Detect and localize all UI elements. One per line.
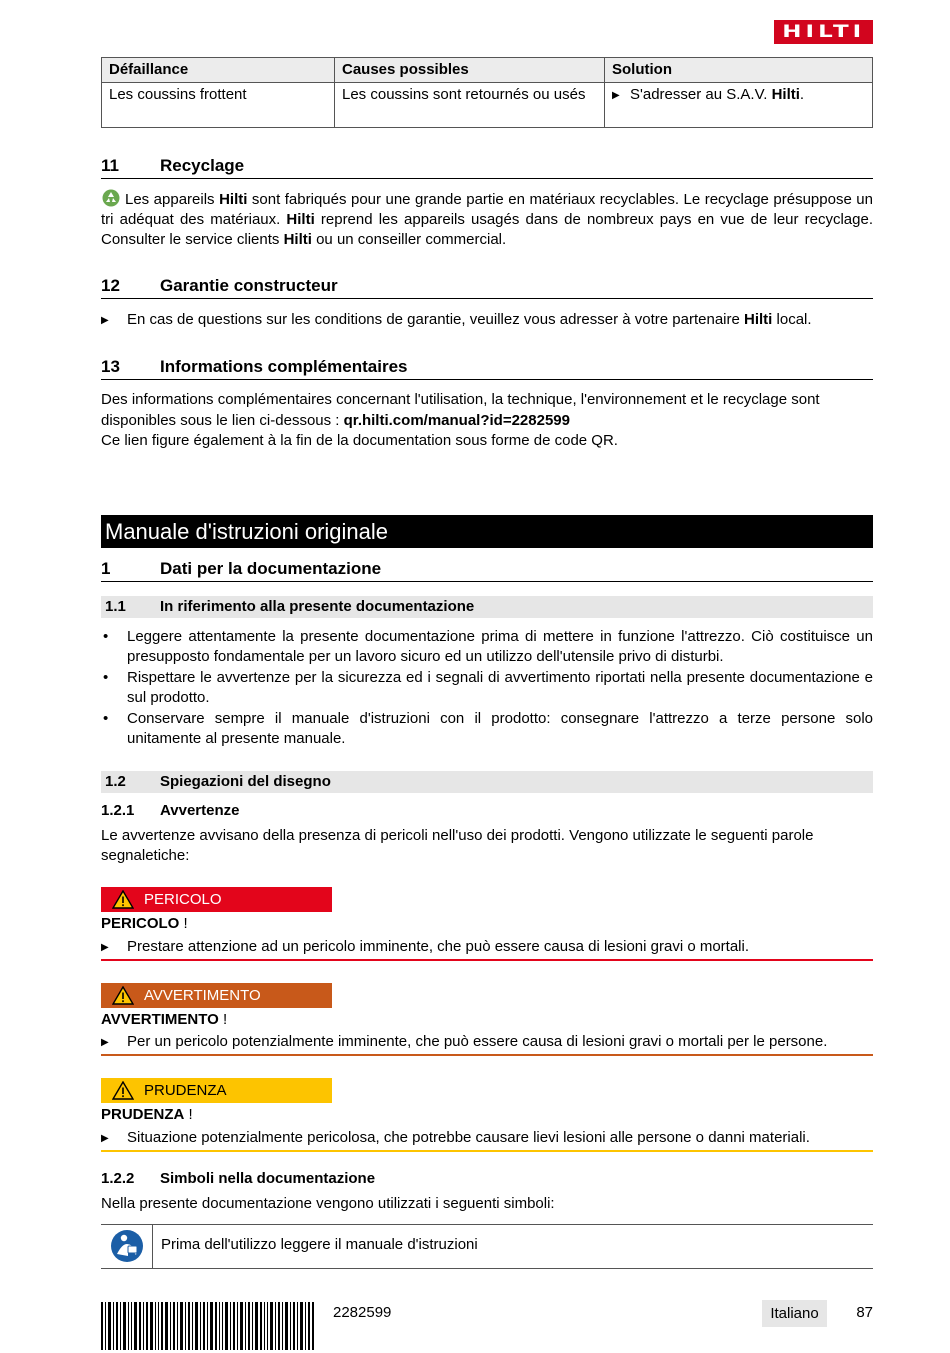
warning-divider	[101, 1054, 873, 1056]
symbols-intro: Nella presente documentazione vengono utilizzati i seguenti simboli:	[101, 1195, 555, 1212]
caution-divider	[101, 1150, 873, 1152]
column-header: Causes possibles	[335, 58, 605, 83]
danger-label: PERICOLO	[144, 891, 222, 908]
section-11-heading: 11 Recyclage	[101, 156, 873, 179]
section-1-heading: 1 Dati per la documentazione	[101, 559, 873, 582]
solution-cell: ▶ S'adresser au S.A.V. Hilti.	[605, 83, 873, 128]
cause-cell: Les coussins sont retournés ou usés	[335, 83, 605, 128]
danger-divider	[101, 959, 873, 961]
danger-text: ▶ Prestare attenzione ad un pericolo imminente, che può essere causa di lesioni gravi o mortali.	[101, 937, 873, 958]
warranty-paragraph: ▶ En cas de questions sur les conditions de garantie, veuillez vous adresser à votre partenaire Hilti local.	[101, 310, 873, 331]
warning-heading: AVVERTIMENTO !	[101, 1011, 228, 1028]
hilti-logo	[774, 20, 873, 44]
fault-table	[101, 57, 873, 128]
arrow-icon: ▶	[101, 942, 109, 953]
recycling-icon	[101, 189, 121, 207]
manual-link[interactable]: qr.hilti.com/manual?id=2282599	[343, 411, 570, 429]
arrow-icon: ▶	[101, 315, 109, 326]
list-item: • Conservare sempre il manuale d'istruzioni con il prodotto: consegnare l'attrezzo a terze persone solo unitamente al presente manuale.	[101, 709, 873, 749]
barcode-icon	[101, 1302, 314, 1350]
warnings-intro: Le avvertenze avvisano della presenza di pericoli nell'uso dei prodotti. Vengono utilizzate le seguenti parole segnaletiche:	[101, 827, 814, 864]
manual-title-banner: Manuale d'istruzioni originale	[101, 515, 873, 548]
read-manual-icon	[110, 1229, 144, 1263]
warning-triangle-icon	[101, 890, 144, 909]
danger-label-box	[101, 887, 332, 912]
table-header-row	[102, 58, 873, 83]
list-item: • Leggere attentamente la presente documentazione prima di mettere in funzione l'attrezzo. Ciò costituisce un presupposto fondamentale per un lavoro sicuro ed un utilizzo dell'utensile privo di disturbi.	[101, 627, 873, 667]
column-header: Solution	[605, 58, 873, 83]
arrow-icon: ▶	[612, 90, 620, 101]
symbols-table	[101, 1224, 873, 1269]
logo-text: HILTI	[781, 22, 866, 42]
section-1-1-heading: 1.1 In riferimento alla presente documentazione	[101, 596, 873, 618]
language-badge: Italiano	[762, 1300, 827, 1327]
warning-text: ▶ Per un pericolo potenzialmente imminente, che può essere causa di lesioni gravi o mortali per le persone.	[101, 1032, 873, 1053]
table-row	[102, 83, 873, 128]
documentation-bullets	[101, 627, 873, 750]
danger-heading: PERICOLO !	[101, 915, 188, 932]
warning-triangle-icon	[101, 986, 144, 1005]
section-1-2-2-heading: 1.2.2 Simboli nella documentazione	[101, 1170, 376, 1187]
section-13-heading: 13 Informations complémentaires	[101, 357, 873, 380]
caution-label-box	[101, 1078, 332, 1103]
recycling-paragraph: Les appareils Hilti sont fabriqués pour une grande partie en matériaux recyclables. Le recyclage présuppose un tri adéquat des matériaux. Hilti reprend les appareils usagés dans de nombreux pays en vue de leur recyclage. Consulter le service clients Hilti ou un conseiller commercial.	[101, 191, 873, 248]
list-item: • Rispettare le avvertenze per la sicurezza ed i segnali di avvertimento riportati nella presente documentazione e sul prodotto.	[101, 668, 873, 708]
info-paragraph: Des informations complémentaires concernant l'utilisation, la technique, l'environnement et le recyclage sont disponibles sous le lien ci-dessous : qr.hilti.com/manual?id=2282599 Ce lien figure également à la fin de la documentation sous forme de code QR.	[101, 391, 820, 449]
caution-label: PRUDENZA	[144, 1082, 227, 1099]
section-1-2-heading: 1.2 Spiegazioni del disegno	[101, 771, 873, 793]
symbol-description: Prima dell'utilizzo leggere il manuale d'istruzioni	[161, 1236, 478, 1253]
section-12-heading: 12 Garantie constructeur	[101, 276, 873, 299]
caution-text: ▶ Situazione potenzialmente pericolosa, che potrebbe causare lievi lesioni alle persone o danni materiali.	[101, 1128, 873, 1149]
warning-label: AVVERTIMENTO	[144, 987, 261, 1004]
page-number: 87	[856, 1304, 873, 1321]
arrow-icon: ▶	[101, 1037, 109, 1048]
arrow-icon: ▶	[101, 1133, 109, 1144]
column-header: Défaillance	[102, 58, 335, 83]
document-number: 2282599	[333, 1304, 392, 1321]
caution-heading: PRUDENZA !	[101, 1106, 193, 1123]
fault-cell: Les coussins frottent	[102, 83, 335, 128]
warning-label-box	[101, 983, 332, 1008]
section-1-2-1-heading: 1.2.1 Avvertenze	[101, 802, 240, 819]
warning-triangle-icon	[101, 1081, 144, 1100]
